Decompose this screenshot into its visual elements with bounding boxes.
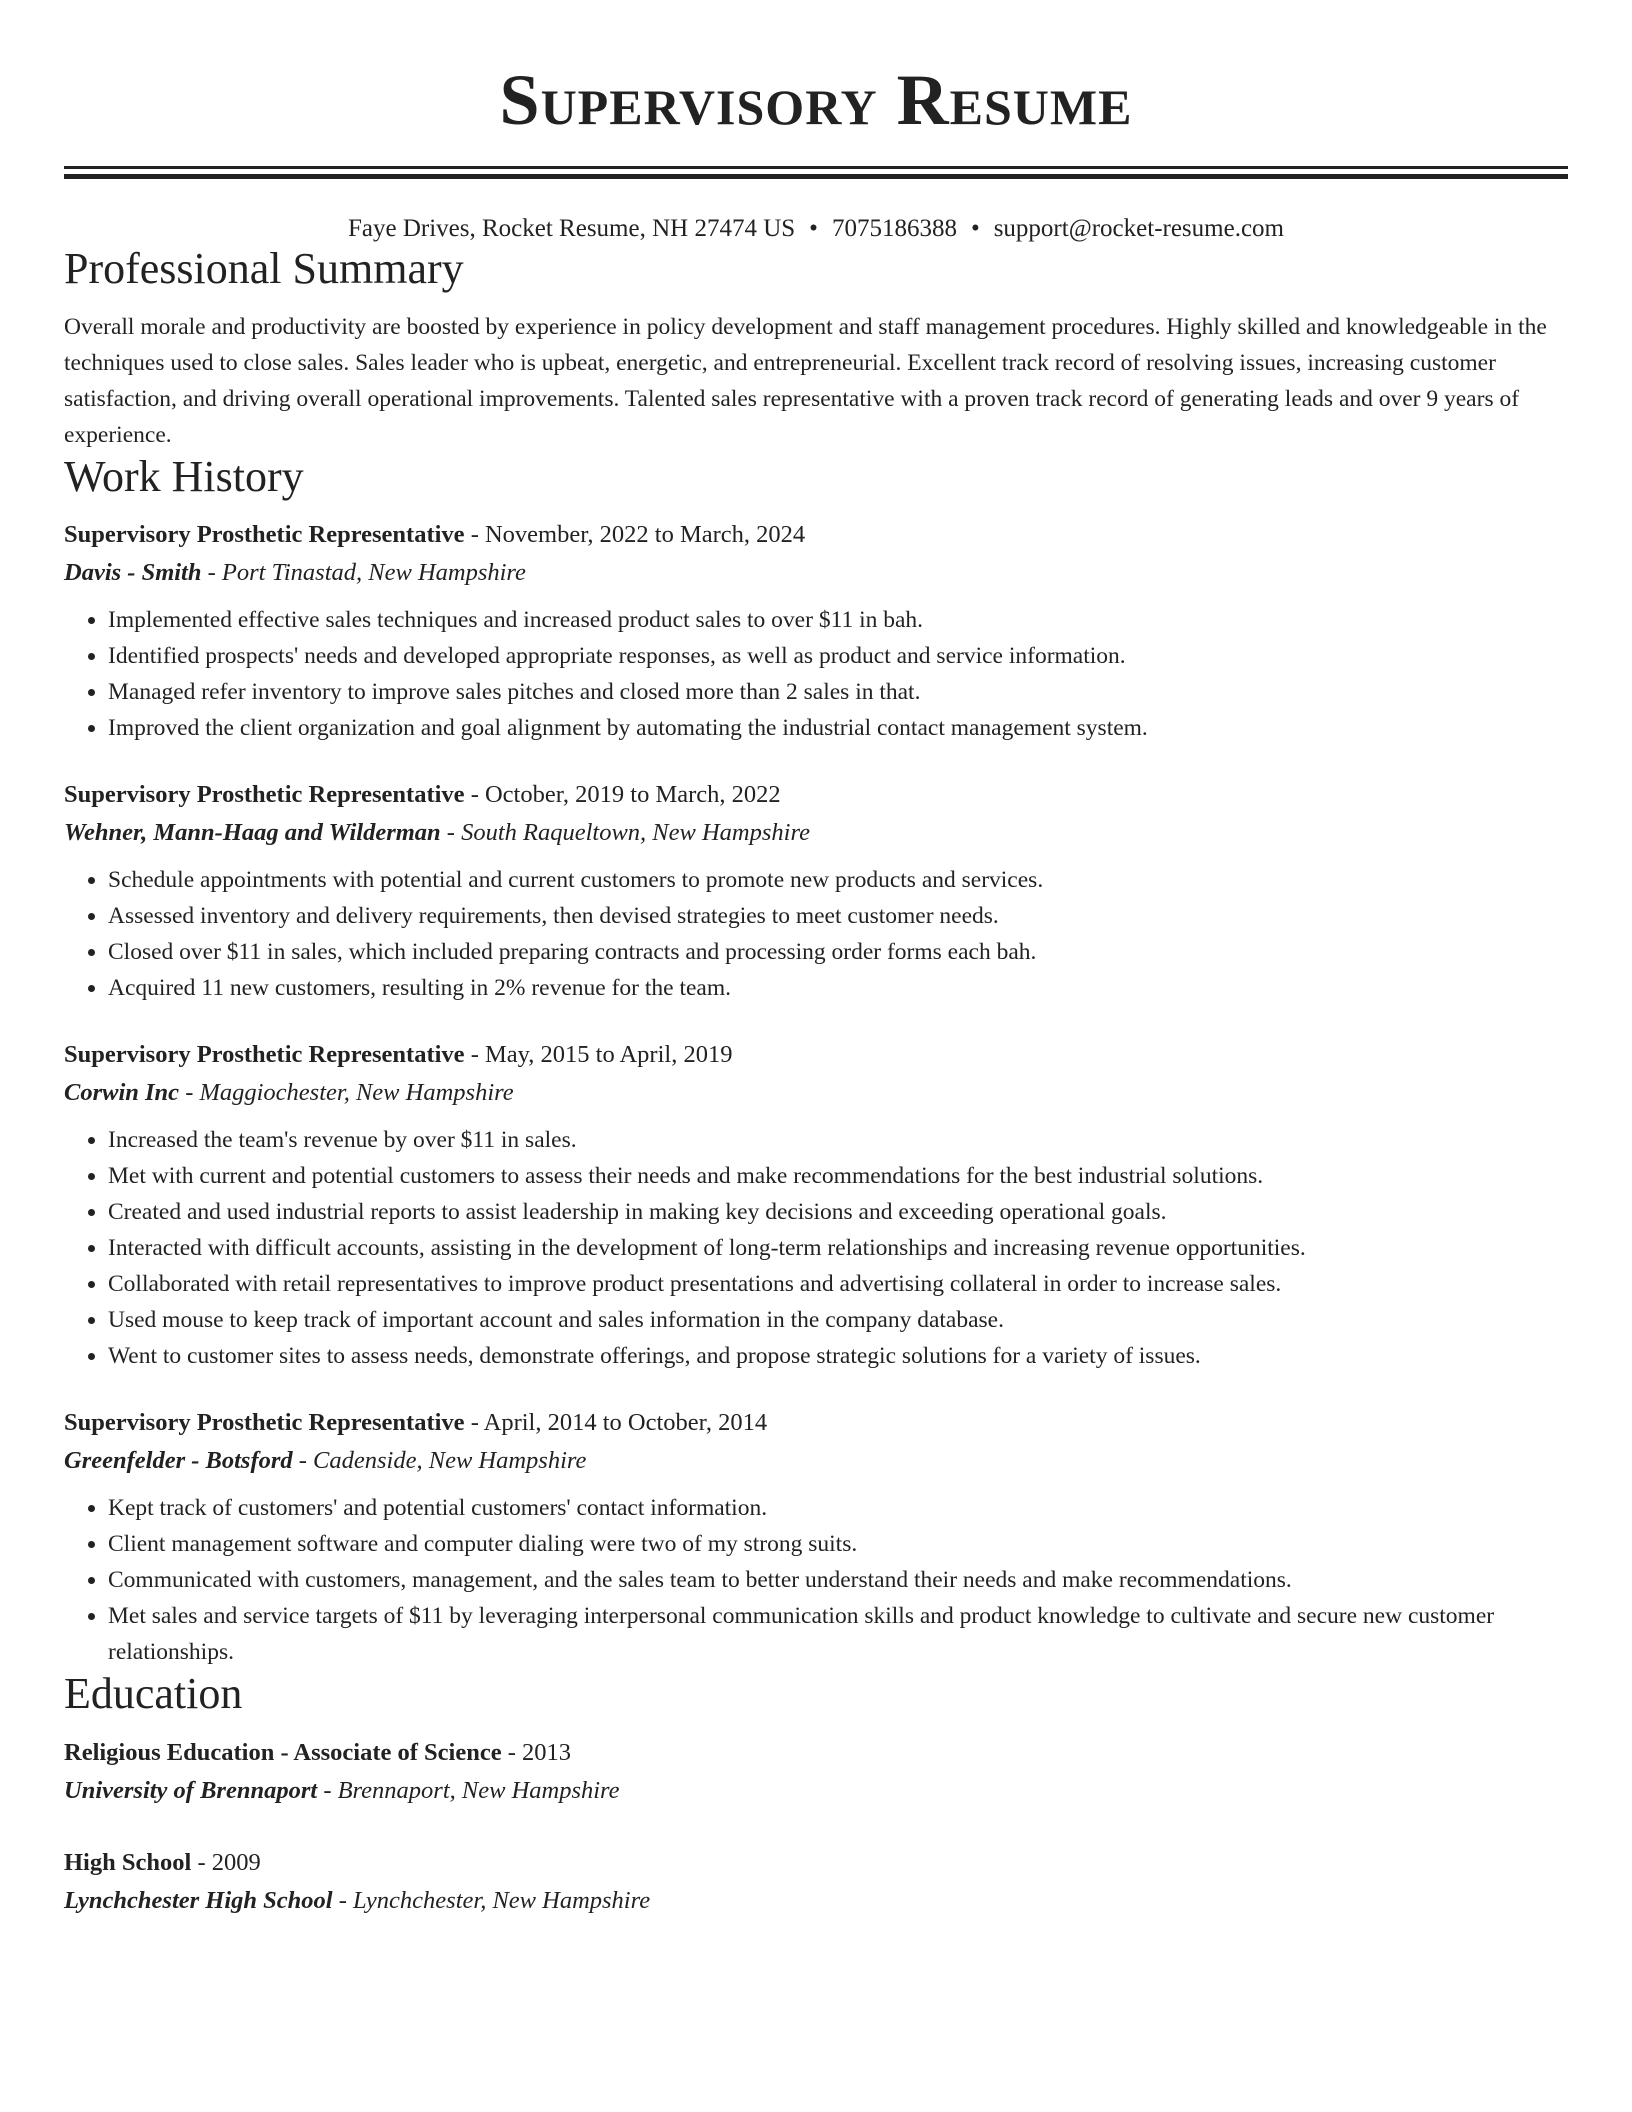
- job-title: Supervisory Prosthetic Representative: [64, 520, 465, 548]
- job-dates: - November, 2022 to March, 2024: [464, 520, 806, 548]
- job-bullet: • Assessed inventory and delivery requirements, then devised strategies to meet customer needs.: [108, 898, 1568, 934]
- company-name: Wehner, Mann-Haag and Wilderman: [64, 818, 441, 846]
- job-title: Supervisory Prosthetic Representative: [64, 1408, 465, 1436]
- resume-title: Supervisory Resume: [499, 60, 1133, 140]
- job-title-line: [64, 776, 1568, 814]
- degree-name: Religious Education - Associate of Science: [64, 1739, 502, 1767]
- job-bullets: [64, 602, 1568, 746]
- job-title: Supervisory Prosthetic Representative: [64, 1040, 465, 1068]
- job-bullet: • Identified prospects' needs and developed appropriate responses, as well as product and service information.: [108, 638, 1568, 674]
- school-line: [64, 1882, 1568, 1920]
- job-dates: - May, 2015 to April, 2019: [464, 1040, 733, 1068]
- job-bullets: [64, 1122, 1568, 1374]
- company-name: Davis - Smith: [64, 558, 202, 586]
- education-entry: [64, 1734, 1568, 1810]
- degree-line: [64, 1844, 1568, 1882]
- company-location: - South Raqueltown, New Hampshire: [440, 818, 810, 846]
- job-entry: [64, 516, 1568, 746]
- company-location: - Maggiochester, New Hampshire: [179, 1078, 514, 1106]
- job-title-line: [64, 1036, 1568, 1074]
- job-bullet: • Managed refer inventory to improve sales pitches and closed more than 2 sales in that.: [108, 674, 1568, 710]
- work-history-list: [64, 516, 1568, 1670]
- job-entry: [64, 1036, 1568, 1374]
- job-bullets: [64, 1490, 1568, 1670]
- company-line: [64, 814, 1568, 852]
- job-bullet: • Kept track of customers' and potential customers' contact information.: [108, 1490, 1568, 1526]
- job-dates: - April, 2014 to October, 2014: [464, 1408, 768, 1436]
- job-title: Supervisory Prosthetic Representative: [64, 780, 465, 808]
- company-name: Corwin Inc: [64, 1078, 180, 1106]
- job-bullet: • Schedule appointments with potential and current customers to promote new products and services.: [108, 862, 1568, 898]
- job-bullet: • Used mouse to keep track of important account and sales information in the company database.: [108, 1302, 1568, 1338]
- contact-phone: 7075186388: [831, 215, 957, 242]
- education-list: [64, 1734, 1568, 1920]
- degree-year: - 2013: [501, 1739, 572, 1767]
- job-bullet: • Improved the client organization and goal alignment by automating the industrial contact management system.: [108, 710, 1568, 746]
- job-title-line: [64, 516, 1568, 554]
- job-bullet: • Implemented effective sales techniques and increased product sales to over $11 in bah.: [108, 602, 1568, 638]
- job-bullet: • Created and used industrial reports to assist leadership in making key decisions and exceeding operational goals.: [108, 1194, 1568, 1230]
- contact-line: [64, 213, 1568, 245]
- school-location: - Lynchchester, New Hampshire: [332, 1887, 651, 1915]
- job-bullet: • Went to customer sites to assess needs, demonstrate offerings, and propose strategic solutions for a variety of issues.: [108, 1338, 1568, 1374]
- job-bullet: • Interacted with difficult accounts, assisting in the development of long-term relationships and increasing revenue opportunities.: [108, 1230, 1568, 1266]
- education-entry: [64, 1844, 1568, 1920]
- job-bullet: • Met sales and service targets of $11 by leveraging interpersonal communication skills and product knowledge to cultivate and secure new customer relationships.: [108, 1598, 1568, 1670]
- school-name: Lynchchester High School: [64, 1887, 333, 1915]
- company-line: [64, 554, 1568, 592]
- job-title-line: [64, 1404, 1568, 1442]
- contact-address: Faye Drives, Rocket Resume, NH 27474 US: [348, 215, 796, 242]
- summary-heading: Professional Summary: [64, 244, 464, 293]
- contact-separator: •: [809, 215, 818, 242]
- company-line: [64, 1074, 1568, 1112]
- job-bullet: • Met with current and potential customers to assess their needs and make recommendations for the best industrial solutions.: [108, 1158, 1568, 1194]
- company-location: - Port Tinastad, New Hampshire: [201, 558, 526, 586]
- company-name: Greenfelder - Botsford: [64, 1446, 293, 1474]
- summary-text: Overall morale and productivity are boosted by experience in policy development and staff management procedures. Highly skilled and knowledgeable in the techniques used to close sales. Sales leader who is upbeat, energetic, and entrepreneurial. Excellent track record of resolving issues, increasing customer satisfaction, and driving overall operational improvements. Talented sales representative with a proven track record of generating leads and over 9 years of experience.: [64, 314, 1547, 449]
- job-dates: - October, 2019 to March, 2022: [464, 780, 781, 808]
- contact-email: support@rocket-resume.com: [993, 215, 1284, 242]
- job-bullets: [64, 862, 1568, 1006]
- company-line: [64, 1442, 1568, 1480]
- job-bullet: • Increased the team's revenue by over $11 in sales.: [108, 1122, 1568, 1158]
- degree-year: - 2009: [191, 1849, 261, 1877]
- title-divider-thin: [64, 166, 1568, 169]
- job-bullet: • Communicated with customers, management, and the sales team to better understand their needs and make recommendations.: [108, 1562, 1568, 1598]
- degree-name: High School: [64, 1849, 192, 1877]
- title-divider-thick: [64, 174, 1568, 179]
- job-bullet: • Collaborated with retail representatives to improve product presentations and advertising collateral in order to increase sales.: [108, 1266, 1568, 1302]
- contact-separator: •: [970, 215, 980, 242]
- company-location: - Cadenside, New Hampshire: [292, 1446, 587, 1474]
- job-bullet: • Closed over $11 in sales, which included preparing contracts and processing order forms each bah.: [108, 934, 1568, 970]
- job-entry: [64, 776, 1568, 1006]
- school-line: [64, 1772, 1568, 1810]
- work-history-heading: Work History: [64, 452, 304, 502]
- school-name: University of Brennaport: [64, 1777, 318, 1805]
- degree-line: [64, 1734, 1568, 1772]
- job-bullet: • Acquired 11 new customers, resulting in 2% revenue for the team.: [108, 970, 1568, 1006]
- education-heading: Education: [64, 1668, 243, 1718]
- job-entry: [64, 1404, 1568, 1670]
- school-location: - Brennaport, New Hampshire: [317, 1777, 620, 1805]
- job-bullet: • Client management software and computer dialing were two of my strong suits.: [108, 1526, 1568, 1562]
